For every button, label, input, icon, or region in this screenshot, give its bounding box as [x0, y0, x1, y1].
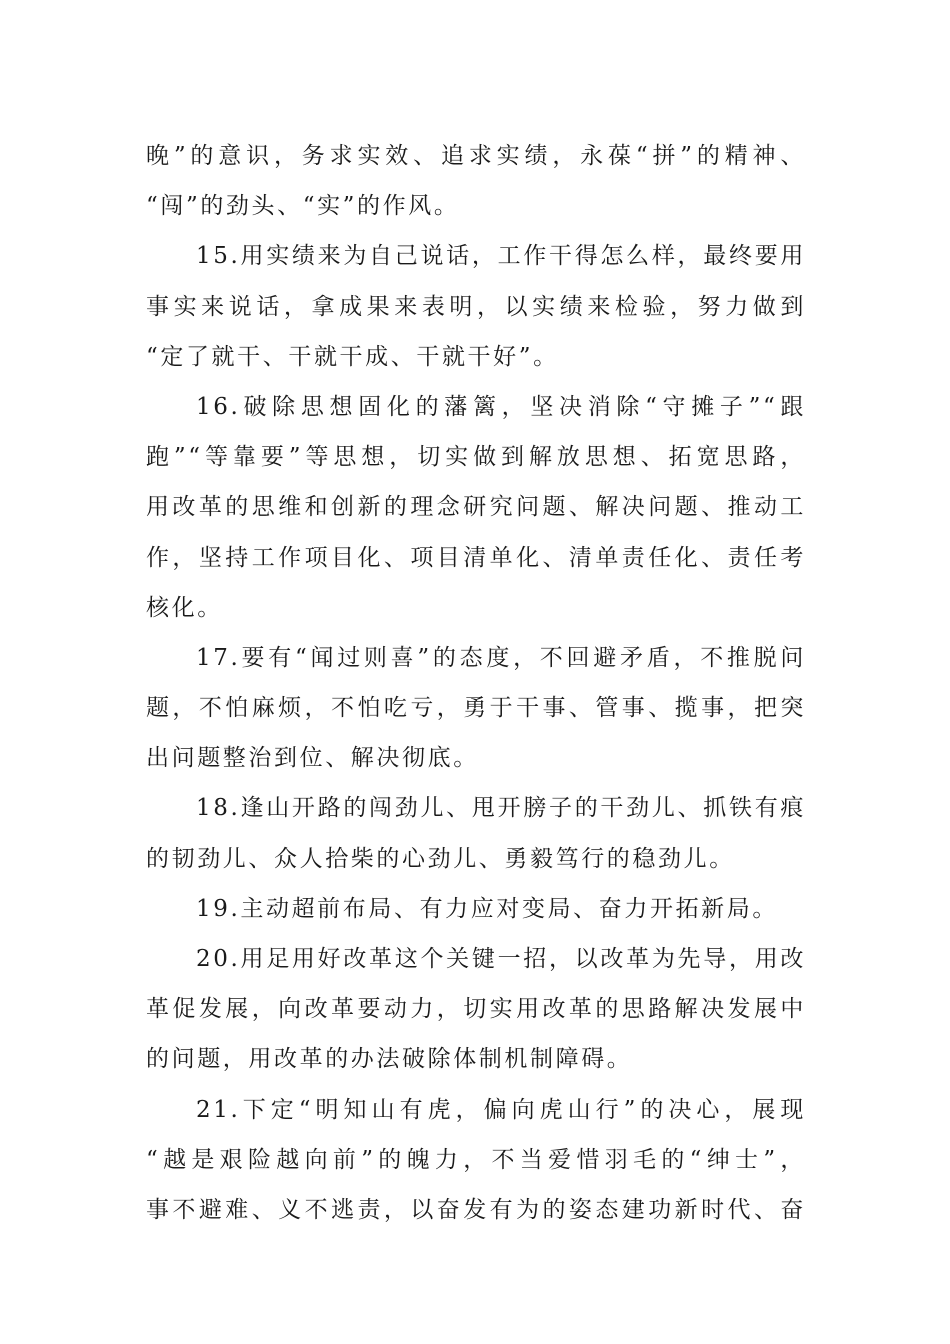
text-line: 事不避难、义不逃责，以奋发有为的姿态建功新时代、奋 [146, 1196, 806, 1223]
text-line: 作，坚持工作项目化、项目清单化、清单责任化、责任考 [146, 544, 806, 571]
text-line: 事实来说话，拿成果来表明，以实绩来检验，努力做到 [146, 293, 806, 320]
text-line: “定了就干、干就干成、干就干好”。 [146, 343, 559, 370]
text-line: 16.破除思想固化的藩篱，坚决消除“守摊子”“跟 [196, 393, 806, 420]
text-line: 出问题整治到位、解决彻底。 [146, 745, 479, 772]
text-line: 跑”“等靠要”等思想，切实做到解放思想、拓宽思路， [146, 444, 806, 471]
text-line: 19.主动超前布局、有力应对变局、奋力开拓新局。 [196, 895, 778, 922]
text-line: “闯”的劲头、“实”的作风。 [146, 193, 460, 220]
text-line: 晚”的意识，务求实效、追求实绩，永葆“拼”的精神、 [146, 143, 806, 169]
paragraph-19 [146, 884, 806, 934]
text-line: 的问题，用改革的办法破除体制机制障碍。 [146, 1046, 633, 1073]
text-line: 20.用足用好改革这个关键一招，以改革为先导，用改 [196, 946, 806, 972]
text-line: “越是艰险越向前”的魄力，不当爱惜羽毛的“绅士”， [146, 1146, 806, 1173]
paragraph-16 [146, 382, 806, 633]
paragraph-14-continued [146, 131, 806, 231]
paragraph-21 [146, 1085, 806, 1236]
text-line: 17.要有“闻过则喜”的态度，不回避矛盾，不推脱问 [196, 644, 806, 671]
text-line: 革促发展，向改革要动力，切实用改革的思路解决发展中 [146, 996, 806, 1023]
text-line: 的韧劲儿、众人拾柴的心劲儿、勇毅笃行的稳劲儿。 [146, 845, 735, 872]
paragraph-17 [146, 633, 806, 784]
paragraph-18 [146, 783, 806, 883]
text-line: 18.逢山开路的闯劲儿、甩开膀子的干劲儿、抓铁有痕 [196, 795, 806, 822]
paragraph-15 [146, 231, 806, 382]
text-line: 21.下定“明知山有虎，偏向虎山行”的决心，展现 [196, 1096, 806, 1123]
text-line: 核化。 [146, 594, 223, 621]
paragraph-20 [146, 934, 806, 1085]
text-line: 题，不怕麻烦，不怕吃亏，勇于干事、管事、揽事，把突 [146, 695, 806, 722]
text-line: 15.用实绩来为自己说话，工作干得怎么样，最终要用 [196, 243, 806, 270]
document-body [146, 131, 806, 1235]
text-line: 用改革的思维和创新的理念研究问题、解决问题、推动工 [146, 494, 806, 521]
